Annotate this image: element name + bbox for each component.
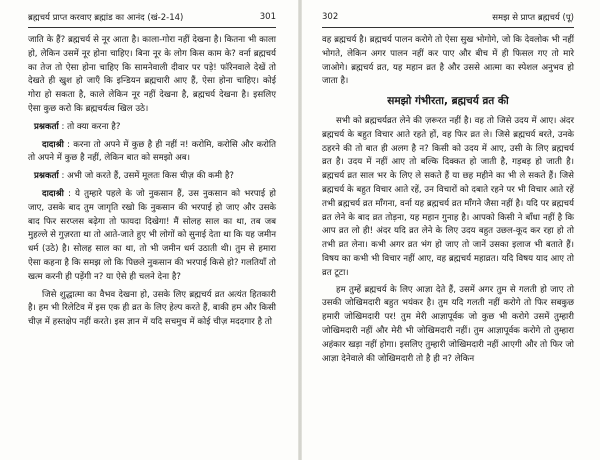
- left-header-rule: [28, 27, 276, 28]
- dialogue-text: : तो क्या करना है?: [61, 121, 121, 132]
- dialogue-text: : ये तुम्हारे पहले के जो नुकसान हैं, उस नुकसान को भरपाई हो जाए, उसके बाद तुम जागृति रखो कि नुकसान की भरपाई हो जाए और उसके बाद फिर सरप्लस बढ़ेगा तो फायदा दिखेगा! मैं सोलह साल का था, तब जब मुहल्ले से गुज़रता था तो आते-जाते हुए भी लोगों को सुनाई देता था कि यह जमीन धर्म (उठे) है। सोलह साल का था, तो भी जमीन धर्म उठाती थी। तुम से हमारा ऐसा कहना है कि समझ लो कि पिछले नुकसान की भरपाई किसे हो? गलतियाँ तो खत्म करनी ही पड़ेंगी न? या ऐसे ही चलने देना है?: [28, 188, 277, 282]
- dialogue-entry: [28, 121, 276, 135]
- speaker-label: दादाश्री: [42, 139, 64, 150]
- right-running-title: समझ से प्राप्त ब्रह्मचर्य (पू): [492, 13, 574, 23]
- paragraph: हम तुम्हें ब्रह्मचर्य के लिए आज्ञा देते हैं, उसमें अगर तुम से गलती हो जाए तो उसकी जोखिमदारी बहुत भयंकर है। तुम यदि गलती नहीं करोगे तो फिर सबकुछ हमारी जोखिमदारी पर! तुम मेरी आज्ञापूर्वक जो कुछ भी करोगे उसमें तुम्हारी जोखिमदारी नहीं और मेरी भी जोखिमदारी नहीं। तुम आज्ञापूर्वक करोगे तो तुम्हारा अहंकार खड़ा नहीं होगा। इसलिए तुम्हारी जोखिमदारी नहीं आएगी और तो फिर जो आज्ञा देनेवाले की जोखिमदारी तो है ही न? लेकिन: [322, 284, 574, 364]
- speaker-label: प्रश्नकर्ता: [34, 121, 59, 132]
- section-heading: समझो गंभीरता, ब्रह्मचर्य व्रत की: [387, 95, 509, 108]
- right-page-header: [322, 12, 574, 26]
- dialogue-text: : करना तो अपने में कुछ है ही नहीं न! करोमि, करोसि और करोति तो अपने में कुछ है नहीं, लेकिन बात को समझो अब।: [28, 139, 276, 164]
- paragraph: जिसे शुद्धात्मा का वैभव देखना हो, उसके लिए ब्रह्मचर्य व्रत अत्यंत हितकारी है। हम भी रिलेटिव में इस एक ही व्रत के लिए हेल्प करते हैं, बाकी हम और किसी चीज़ में हस्तक्षेप नहीं करते। इस ज्ञान में यदि सचमुच में कोई चीज़ मददगार है तो: [28, 289, 276, 328]
- paragraph: वह ब्रह्मचर्य है। ब्रह्मचर्य पालन करोगे तो ऐसा सुख भोगोगे, जो कि देवलोक भी नहीं भोगते, लेकिन अगर पालन नहीं कर पाए और बीच में ही फिसल गए तो मारे जाओगे। ब्रह्मचर्य व्रत, यह महान व्रत है और उससे आत्मा का स्पेशल अनुभव हो जाता है।: [322, 35, 574, 87]
- speaker-label: प्रश्नकर्ता: [34, 171, 59, 182]
- dialogue-entry: [28, 139, 276, 167]
- right-header-rule: [322, 27, 574, 28]
- paragraph: सभी को ब्रह्मचर्यव्रत लेने की ज़रूरत नहीं है। वह तो जिसे उदय में आए। अंदर ब्रह्मचर्य के बहुत विचार आते रहते हों, वह फिर व्रत ले। जिसे ब्रह्मचर्य बरते, उनके ठहरने की तो बात ही अलग है न? किसी को उदय में आए, उसी के लिए ब्रह्मचर्य व्रत है। उदय में नहीं आए तो बल्कि दिक्कत हो जाती है, गड़बड़ हो जाती है। ब्रह्मचर्य व्रत साल भर के लिए ले सकते हैं या छह महीने का भी ले सकते हैं। जिसे ब्रह्मचर्य के बहुत विचार आते रहें, उन विचारों को दबाते रहने पर भी विचार आते रहें तभी ब्रह्मचर्य व्रत माँगना, वर्ना यह ब्रह्मचर्य व्रत माँगने जैसा नहीं है। यदि पर ब्रह्मचर्य व्रत लेने के बाद व्रत तोड़ना, यह महान गुनाह है। आपको किसी ने बाँधा नहीं है कि आप व्रत लो ही! अंदर यदि व्रत लेने के लिए उदय बहुत उछल-कूद कर रहा हो तो तभी व्रत लेना। कभी अगर व्रत भंग हो जाए तो जानें उसका इलाज भी बताते हैं। विषय का कभी भी विचार नहीं आए, वह ब्रह्मचर्य महाव्रत। यदि विषय याद आए तो व्रत टूटा।: [322, 115, 574, 278]
- left-running-title: ब्रह्मचर्य प्राप्त करवाए ब्रह्मांड का आनंद (खं-2-14): [28, 13, 184, 23]
- right-page-body: [322, 34, 574, 369]
- left-page-header: [28, 12, 276, 26]
- left-page-body: [28, 34, 276, 333]
- dialogue-text: : अभी जो करते हैं, उसमें मूलतः किस चीज़ की कमी है?: [61, 171, 234, 182]
- paragraph: जाति के हैं? ब्रह्मचर्य से नूर आता है। काला-गोरा नहीं देखना है। कितना भी काला हो, लेकिन उसमें नूर होना चाहिए। बिना नूर के लोग किस काम के? वर्ना ब्रह्मचर्य का तेज तो ऐसा होना चाहिए कि सामनेवाली दीवार पर पड़े! फॉरेनवाले देखें तो देखते ही खुश हो जाएँ कि इन्डियन ब्रह्मचारी आए हैं, ऐसा होना चाहिए। कोई गोरा हो सकता है, काले लेकिन नूर नहीं देखना है, ब्रह्मचर्य देखना है। इसलिए ऐसा कुछ करो कि ब्रह्मचर्यत्व खिल उठे।: [28, 35, 276, 114]
- dialogue-entry: [28, 188, 276, 285]
- right-page: [300, 0, 600, 460]
- left-page-number: 301: [259, 12, 276, 22]
- right-page-number: 302: [322, 12, 339, 22]
- speaker-label: दादाश्री: [42, 188, 64, 199]
- dialogue-entry: [28, 170, 276, 184]
